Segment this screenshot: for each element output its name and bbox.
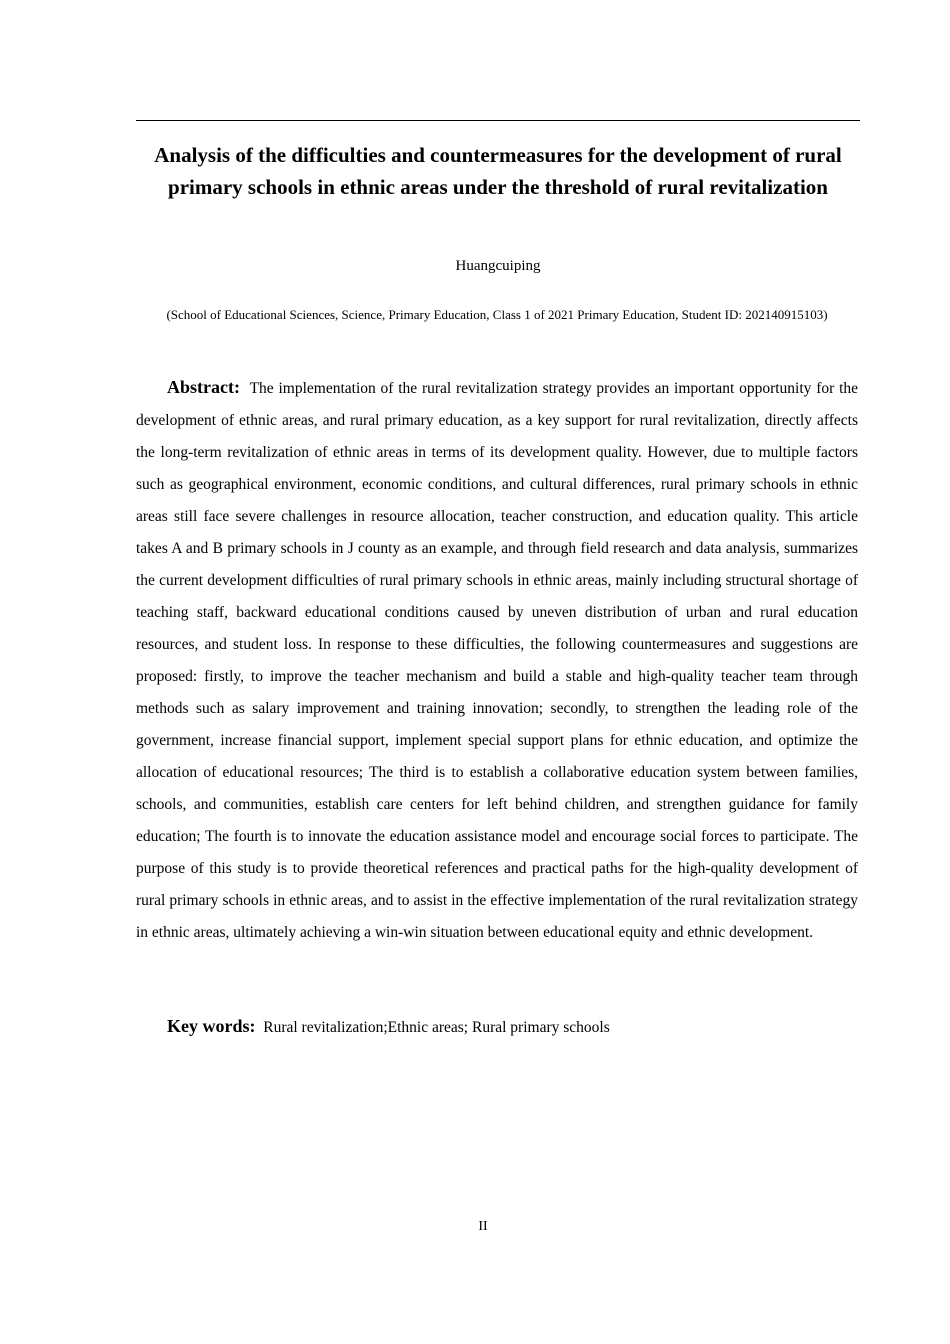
paper-title: Analysis of the difficulties and countermeasures for the development of rural primary schools in ethnic areas under the threshold of rural revitalization bbox=[154, 143, 842, 199]
keywords-text: Rural revitalization;Ethnic areas; Rural primary schools bbox=[263, 1019, 610, 1036]
page-number: II bbox=[478, 1219, 488, 1234]
author-name: Huangcuiping bbox=[455, 258, 541, 274]
author-affiliation: (School of Educational Sciences, Science, Primary Education, Class 1 of 2021 Primary Education, Student ID: 202140915103) bbox=[166, 307, 828, 322]
keywords-paragraph bbox=[136, 1010, 858, 1044]
abstract-label: Abstract: bbox=[167, 377, 240, 397]
keywords-label: Key words: bbox=[167, 1016, 256, 1036]
abstract-paragraph bbox=[136, 371, 858, 949]
header-rule bbox=[136, 120, 860, 121]
abstract-text: The implementation of the rural revitalization strategy provides an important opportunity for the development of ethnic areas, and rural primary education, as a key support for rural revitalization, directly affects the long-term revitalization of ethnic areas in terms of its development quality. However, due to multiple factors such as geographical environment, economic conditions, and cultural differences, rural primary schools in ethnic areas still face severe challenges in resource allocation, teacher construction, and education quality. This article takes A and B primary schools in J county as an example, and through field research and data analysis, summarizes the current development difficulties of rural primary schools in ethnic areas, mainly including structural shortage of teaching staff, backward educational conditions caused by uneven distribution of urban and rural education resources, and student loss. In response to these difficulties, the following countermeasures and suggestions are proposed: firstly, to improve the teacher mechanism and build a stable and high-quality teacher team through methods such as salary improvement and training innovation; secondly, to strengthen the leading role of the government, increase financial support, implement special support plans for ethnic education, and optimize the allocation of educational resources; The third is to establish a collaborative education system between families, schools, and communities, establish care centers for left behind children, and strengthen guidance for family education; The fourth is to innovate the education assistance model and encourage social forces to participate. The purpose of this study is to provide theoretical references and practical paths for the high-quality development of rural primary schools in ethnic areas, and to assist in the effective implementation of the rural revitalization strategy in ethnic areas, ultimately achieving a win-win situation between educational equity and ethnic development. bbox=[136, 380, 858, 941]
